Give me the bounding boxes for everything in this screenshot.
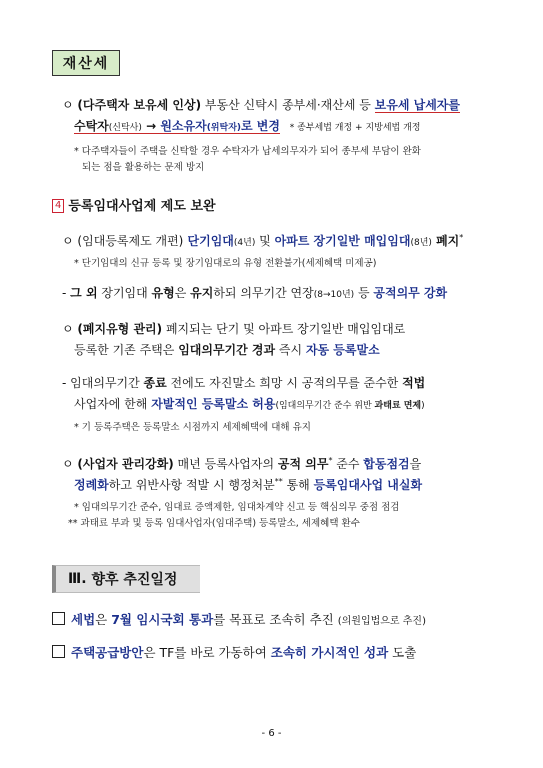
- checkbox-icon: [52, 645, 65, 658]
- section4-number: 4: [52, 199, 64, 213]
- para-voluntary-cancel: - 임대의무기간 종료 전에도 자진말소 희망 시 공적의무를 준수한 적법: [62, 376, 426, 390]
- text-original-owner: 원소유자(위탁자)로 변경: [160, 119, 280, 133]
- law-note: * 종부세법 개정 + 지방세법 개정: [289, 123, 421, 133]
- para-long-term: - 그 외 장기임대 유형은 유지하되 의무기간 연장(8→10년) 등 공적의무 강화: [62, 286, 448, 300]
- para-rental-reform: ㅇ (임대등록제도 개편) 단기임대(4년) 및 아파트 장기일반 매입임대(8년) 폐지*: [62, 233, 464, 248]
- section3-title: 향후 추진일정: [91, 572, 178, 588]
- note-registered: * 기 등록주택은 등록말소 시점까지 세제혜택에 대해 유지: [74, 422, 311, 433]
- checkbox-icon: [52, 612, 65, 625]
- para-voluntary-cancel-line2: 사업자에 한해 자발적인 등록말소 허용(임대의무기간 준수 위반 과태료 면제): [74, 397, 425, 411]
- para-operator-management-line2: 정례화하고 위반사항 적발 시 행정처분** 통해 등록임대사업 내실화: [74, 477, 423, 492]
- note-short-term: * 단기임대의 신규 등록 및 장기임대로의 유형 전환불가(세제혜택 미제공): [74, 258, 377, 269]
- bullet: ㅇ: [62, 98, 74, 112]
- section3-heading: [52, 565, 200, 593]
- para-prefix: (다주택자 보유세 인상): [77, 98, 202, 112]
- page-number: - 6 -: [261, 728, 282, 739]
- para-multi-owner-tax-line2: [74, 116, 420, 138]
- note-trust-line2: 되는 점을 활용하는 문제 방지: [82, 162, 205, 173]
- note-core-duties: * 임대의무기간 준수, 임대료 증액제한, 임대차계약 신고 등 핵심의무 중점 점검: [74, 502, 400, 513]
- para-text: 부동산 신탁시 종부세·재산세 등: [201, 98, 375, 112]
- para-abolished-types-line2: 등록한 기존 주택은 임대의무기간 경과 즉시 자동 등록말소: [74, 343, 380, 357]
- para-operator-management: ㅇ (사업자 관리강화) 매년 등록사업자의 공적 의무* 준수 합동점검을: [62, 456, 422, 471]
- arrow: →: [141, 119, 161, 133]
- note-penalty: ** 과태료 부과 및 등록 임대사업자(임대주택) 등록말소, 세제혜택 환수: [68, 518, 360, 529]
- para-abolished-types: ㅇ (폐지유형 관리) 폐지되는 단기 및 아파트 장기일반 매입임대로: [62, 322, 406, 336]
- section3-numeral: Ⅲ.: [68, 571, 87, 587]
- section-title-property-tax: 재산세: [52, 50, 120, 76]
- section4-heading: [52, 197, 216, 217]
- note-trust: * 다주택자들이 주택을 신탁할 경우 수탁자가 납세의무자가 되어 종부세 부담이 완화: [74, 146, 421, 157]
- para-prefix: (임대등록제도 개편): [77, 234, 184, 248]
- text-trustee: 수탁자(신탁사): [74, 119, 142, 133]
- schedule-item-tax-law: 세법은 7월 임시국회 통과를 목표로 조속히 추진 (의원입법으로 추진): [52, 610, 426, 632]
- highlight-taxpayer: 보유세 납세자를: [374, 98, 460, 112]
- schedule-item-housing-supply: 주택공급방안은 TF를 바로 가동하여 조속히 가시적인 성과 도출: [52, 643, 416, 663]
- section4-title: 등록임대사업제 제도 보완: [68, 199, 216, 214]
- para-multi-owner-tax: [62, 95, 460, 115]
